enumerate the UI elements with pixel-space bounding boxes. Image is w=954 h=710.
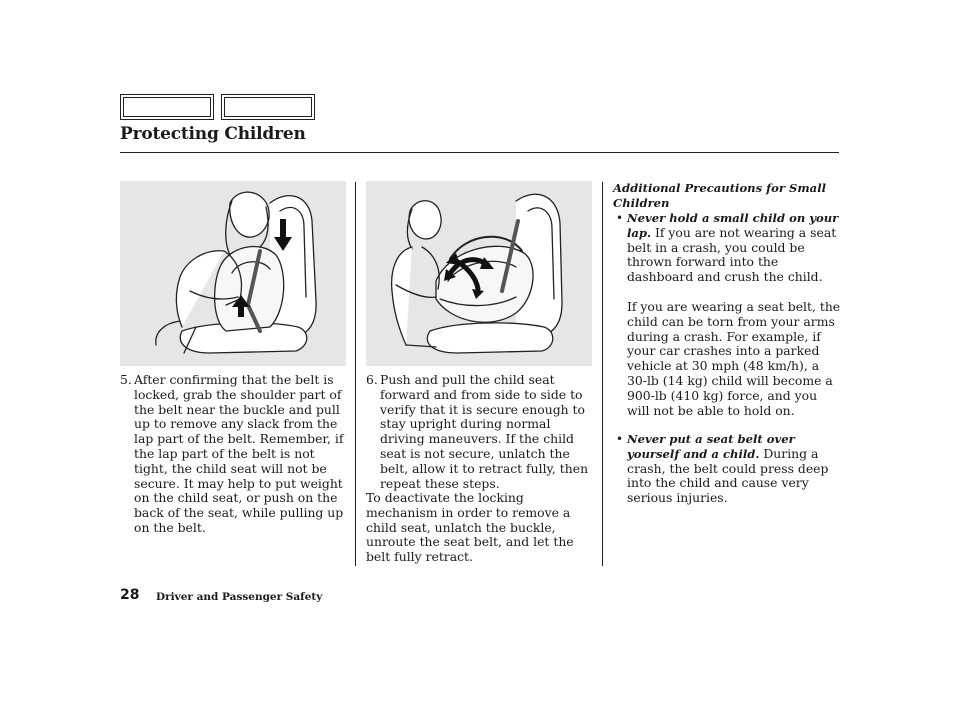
bullet-1-body [627,211,841,285]
bullet-hold-child [613,211,841,285]
step-5-number: 5. [120,372,132,387]
footer-section-title: Driver and Passenger Safety [156,591,323,603]
step-6 [366,373,592,491]
bullet-1-text: If you are not wearing a seat belt in a crash, you could be thrown forward into the dashboard and crush the child. [627,224,837,285]
column-divider-1 [355,182,356,566]
bullet-belt-over-child [613,432,841,506]
step-6-number: 6. [366,372,378,387]
illustration-check-seat-drawing [366,181,592,366]
bullet-1-lead: Never hold a small child on your lap. [627,211,839,240]
sidebar-heading: Additional Precautions for Small Children [613,181,827,210]
bullet-2-body [627,432,841,506]
illustration-tighten-belt [120,181,346,366]
step-6-text: Push and pull the child seat forward and from side to side to verify that it is secure enough to stay upright during normal driving maneuvers. If the child seat is not secure, unlatch the belt, allow it to retract fully, then repeat these steps. [380,372,589,491]
illustration-tighten-belt-drawing [120,181,346,366]
bullet-1-continuation: If you are wearing a seat belt, the child can be torn from your arms during a crash. For example, if your car crashes into a parked vehicle at 30 mph (48 km/h), a 30-lb (14 kg) child will become a 900-lb (410 kg) force, and you will not be able to hold on. [627,299,841,418]
nav-tab-box-2[interactable] [221,94,315,120]
step-5-text: After confirming that the belt is locked, grab the shoulder part of the belt near the buckle and pull up to remove any slack from the lap part of the belt. Remember, if the lap part of the belt is not tight, the child seat will not be secure. It may help to put weight on the child seat, or push on the back of the seat, while pulling up on the belt. [134,372,344,535]
column-divider-2 [602,182,603,566]
page-title: Protecting Children [120,124,306,144]
illustration-check-seat [366,181,592,366]
bullet-dot-1: • [616,211,624,225]
deactivate-paragraph: To deactivate the locking mechanism in order to remove a child seat, unlatch the buckle, unroute the seat belt, and let the belt fully retract. [366,490,574,565]
bullet-dot-2: • [616,432,624,446]
bullet-2-text: During a crash, the belt could press deep into the child and cause very serious injuries. [627,445,829,506]
nav-tab-box-1[interactable] [120,94,214,120]
page-number: 28 [120,587,140,603]
bullet-2-lead: Never put a seat belt over yourself and a child. [627,432,795,461]
step-5 [120,373,344,536]
title-rule [120,152,839,153]
